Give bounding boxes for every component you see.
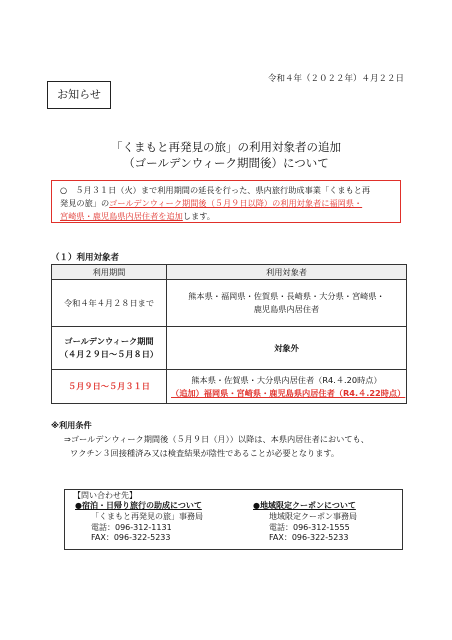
target-line: 熊本県・佐賀県・大分県内居住者（R4.４.20時点）	[191, 374, 382, 385]
table-header-row	[52, 265, 407, 280]
conditions-line: ⇒ゴールデンウィーク期間後（５月９日（月））以降は、本県内居住者においても、	[64, 434, 369, 444]
contact-col-travel	[75, 501, 203, 544]
header-target: 利用対象者	[167, 265, 407, 280]
target-line-added: （追加）福岡県・宮崎県・鹿児島県内居住者（R4.４.22時点）	[171, 387, 406, 398]
contact-name: ●地域限定クーポンについて	[253, 501, 356, 510]
conditions-heading: ※利用条件	[51, 420, 92, 430]
issue-date: 令和４年（２０２２年）４月２２日	[267, 74, 404, 84]
intro-text-3: します。	[182, 211, 215, 221]
contact-tel: 電話：096-312-1131	[91, 522, 172, 532]
conditions-text	[64, 432, 369, 460]
header-period: 利用期間	[52, 265, 167, 280]
period-line: ゴールデンウィーク期間	[64, 336, 154, 346]
section-heading: （１）利用対象者	[51, 253, 120, 263]
contact-tel: 電話：096-312-1555	[269, 522, 350, 532]
contact-dept: 地域限定クーポン事務局	[269, 511, 357, 521]
table-row	[52, 370, 407, 404]
table-row	[52, 280, 407, 327]
intro-text: ○ ５月３１日（火）まで利用期間の延長を行った、県内旅行助成事業「くまもと再	[60, 185, 371, 195]
period-cell: 令和４年４月２８日まで	[52, 280, 167, 327]
period-line: （４月２９日～５月８日）	[59, 349, 159, 359]
targets-table	[51, 264, 407, 404]
contact-col-coupon	[253, 501, 357, 544]
contact-box	[64, 489, 403, 550]
table-row	[52, 327, 407, 370]
intro-highlight: ゴールデンウィーク期間後（５月９日以降）の利用対象者に福岡県・	[109, 198, 363, 208]
page-title-line1: 「くまもと再発見の旅」の利用対象者の追加	[111, 140, 341, 154]
notice-label: お知らせ	[47, 81, 111, 109]
contact-fax: FAX：096-322-5233	[91, 533, 171, 543]
contact-name: ●宿泊・日帰り旅行の助成について	[75, 501, 202, 510]
page-title-line2: （ゴールデンウィーク期間後）について	[123, 156, 329, 170]
target-cell	[167, 370, 407, 404]
contact-fax: FAX：096-322-5233	[269, 533, 349, 543]
contact-dept: 「くまもと再発見の旅」事務局	[91, 511, 203, 521]
target-cell: 対象外	[167, 327, 407, 370]
intro-box	[51, 180, 401, 223]
period-cell: ５月９日～５月３１日	[52, 370, 167, 404]
target-line: 熊本県・福岡県・佐賀県・長崎県・大分県・宮崎県・	[188, 291, 385, 301]
intro-highlight-2: 宮崎県・鹿児島県内居住者を追加	[60, 211, 183, 221]
target-cell	[167, 280, 407, 327]
contact-heading: 【問い合わせ先】	[73, 491, 137, 500]
conditions-line: ワクチン３回接種済み又は検査結果が陰性であることが必要となります。	[70, 448, 340, 458]
period-cell	[52, 327, 167, 370]
target-line: 鹿児島県内居住者	[253, 304, 320, 314]
intro-text-2: 発見の旅」の	[60, 198, 110, 208]
